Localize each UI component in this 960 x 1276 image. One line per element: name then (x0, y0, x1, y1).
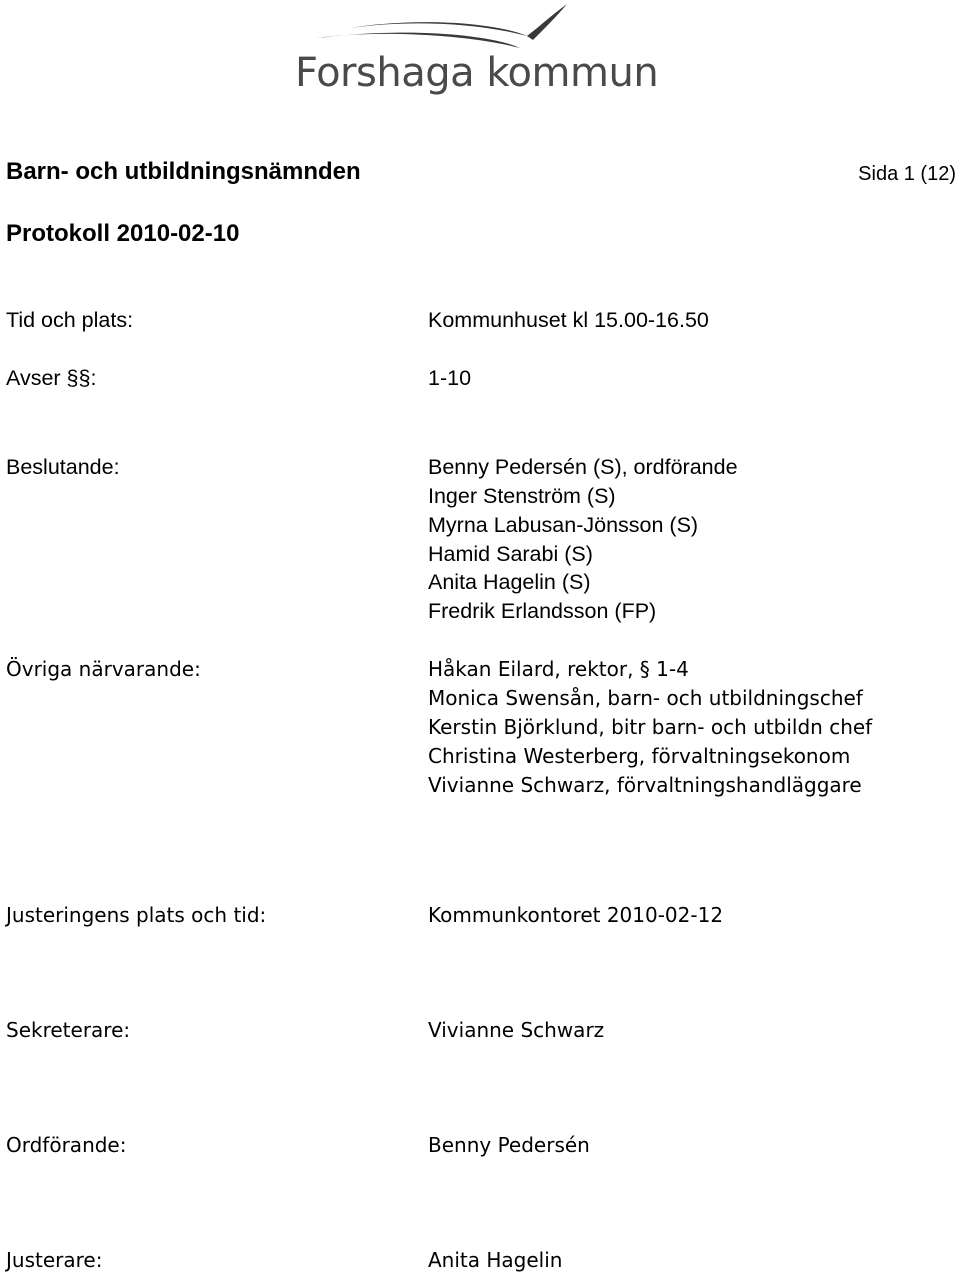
paragraphs-value: 1-10 (428, 366, 472, 390)
others-member: Vivianne Schwarz, förvaltningshandläggare (428, 773, 862, 797)
page-number: Sida 1 (12) (858, 163, 956, 185)
adjustment-value: Kommunkontoret 2010-02-12 (428, 903, 724, 927)
adjustment-label: Justeringens plats och tid: (6, 903, 267, 927)
protocol-date: Protokoll 2010-02-10 (6, 220, 240, 247)
forshaga-kommun-logo (295, 0, 659, 110)
deciding-member: Inger Stenström (S) (428, 484, 616, 508)
adjuster-label: Justerare: (6, 1248, 103, 1272)
deciding-member: Myrna Labusan-Jönsson (S) (428, 513, 699, 537)
others-label: Övriga närvarande: (6, 657, 201, 681)
deciding-member: Anita Hagelin (S) (428, 570, 591, 594)
logo-text: Forshaga kommun (295, 50, 659, 96)
adjuster-value: Anita Hagelin (428, 1248, 563, 1272)
others-member: Christina Westerberg, förvaltningsekonom (428, 744, 851, 768)
secretary-label: Sekreterare: (6, 1018, 131, 1042)
deciding-label: Beslutande: (6, 455, 120, 479)
chair-value: Benny Pedersén (428, 1133, 590, 1157)
time-place-label: Tid och plats: (6, 308, 134, 332)
deciding-member: Fredrik Erlandsson (FP) (428, 599, 657, 623)
deciding-member: Hamid Sarabi (S) (428, 542, 593, 566)
chair-label: Ordförande: (6, 1133, 127, 1157)
others-member: Håkan Eilard, rektor, § 1-4 (428, 657, 689, 681)
others-member: Monica Swensån, barn- och utbildningschef (428, 686, 863, 710)
deciding-member: Benny Pedersén (S), ordförande (428, 455, 738, 479)
paragraphs-label: Avser §§: (6, 366, 97, 390)
others-member: Kerstin Björklund, bitr barn- och utbildn chef (428, 715, 873, 739)
committee-title: Barn- och utbildningsnämnden (6, 158, 361, 185)
secretary-value: Vivianne Schwarz (428, 1018, 605, 1042)
time-place-value: Kommunhuset kl 15.00-16.50 (428, 308, 709, 332)
